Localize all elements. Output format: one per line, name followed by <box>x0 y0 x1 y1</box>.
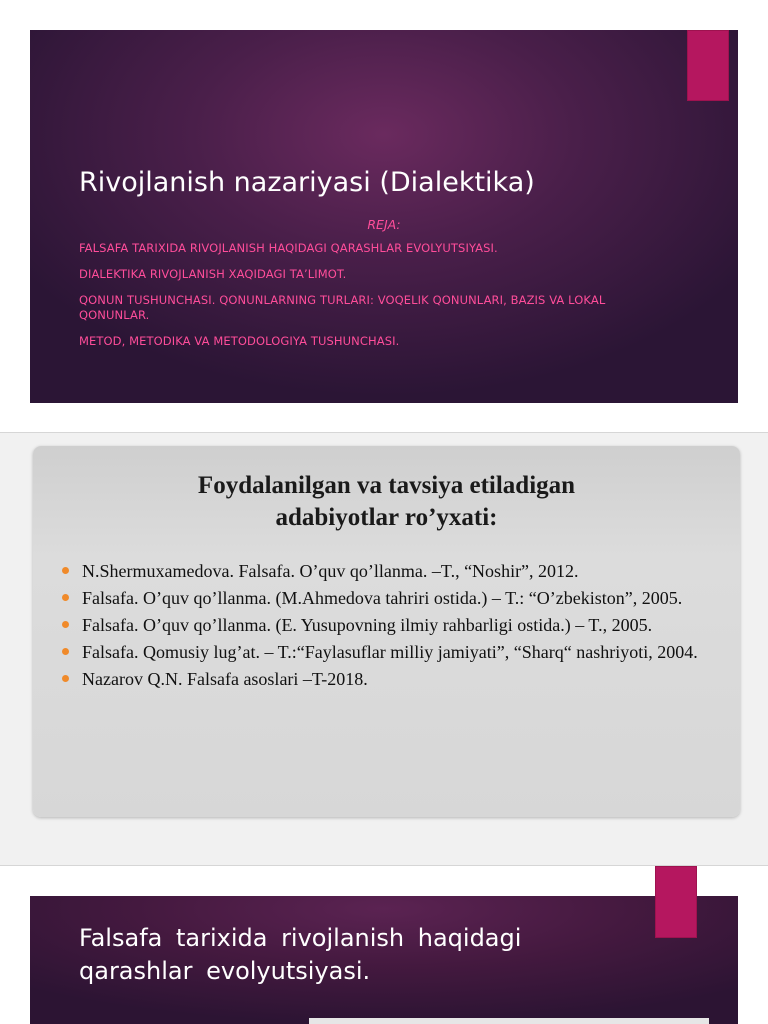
slide-title <box>79 922 599 988</box>
image-strip <box>309 1018 709 1024</box>
plan-item: QONUN TUSHUNCHASI. QONUNLARNING TURLARI: VOQELIK QONUNLARI, BAZIS VA LOKAL QONUNLAR. <box>79 293 606 322</box>
reference-item <box>62 641 734 664</box>
slide-title-line-1: Falsafa tarixida rivojlanish haqidagi <box>79 924 522 952</box>
reference-item <box>62 587 734 610</box>
reference-text: Falsafa. Qomusiy lug’at. – T.:“Faylasuflar milliy jamiyati”, “Sharq“ nashriyoti, 2004. <box>82 642 698 662</box>
references-title-line-1: Foydalanilgan va tavsiya etiladigan <box>197 472 576 499</box>
plan-item: METOD, METODIKA VA METODOLOGIYA TUSHUNCHASI. <box>79 334 400 348</box>
reference-text: Nazarov Q.N. Falsafa asoslari –T-2018. <box>82 669 368 689</box>
reference-text: Falsafa. O’quv qo’llanma. (E. Yusupovning ilmiy rahbarligi ostida.) – T., 2005. <box>82 615 653 635</box>
slide-title-line-2: qarashlar evolyutsiyasi. <box>79 957 371 985</box>
plan-item: DIALEKTIKA RIVOJLANISH XAQIDAGI TA’LIMOT. <box>79 267 347 281</box>
reference-text: N.Shermuxamedova. Falsafa. O’quv qo’llanma. –T., “Noshir”, 2012. <box>82 561 579 581</box>
bullet-icon <box>62 594 69 601</box>
slide-1 <box>30 30 738 403</box>
slide-3 <box>30 896 738 1024</box>
references-list <box>62 560 734 695</box>
accent-bar <box>687 30 729 101</box>
bullet-icon <box>62 567 69 574</box>
references-title-line-2: adabiyotlar ro’yxati: <box>275 504 498 531</box>
plan-heading: REJA: <box>367 217 401 232</box>
accent-bar <box>655 866 697 938</box>
plan-list <box>79 241 639 360</box>
reference-item <box>62 560 734 583</box>
bullet-icon <box>62 621 69 628</box>
bullet-icon <box>62 675 69 682</box>
bullet-icon <box>62 648 69 655</box>
reference-item <box>62 614 734 637</box>
slide-title: Rivojlanish nazariyasi (Dialektika) <box>79 167 535 198</box>
plan-item: FALSAFA TARIXIDA RIVOJLANISH HAQIDAGI QARASHLAR EVOLYUTSIYASI. <box>79 241 498 255</box>
reference-item <box>62 668 734 691</box>
references-title <box>33 470 740 534</box>
reference-text: Falsafa. O’quv qo’llanma. (M.Ahmedova tahriri ostida.) – T.: “O’zbekiston”, 2005. <box>82 588 683 608</box>
